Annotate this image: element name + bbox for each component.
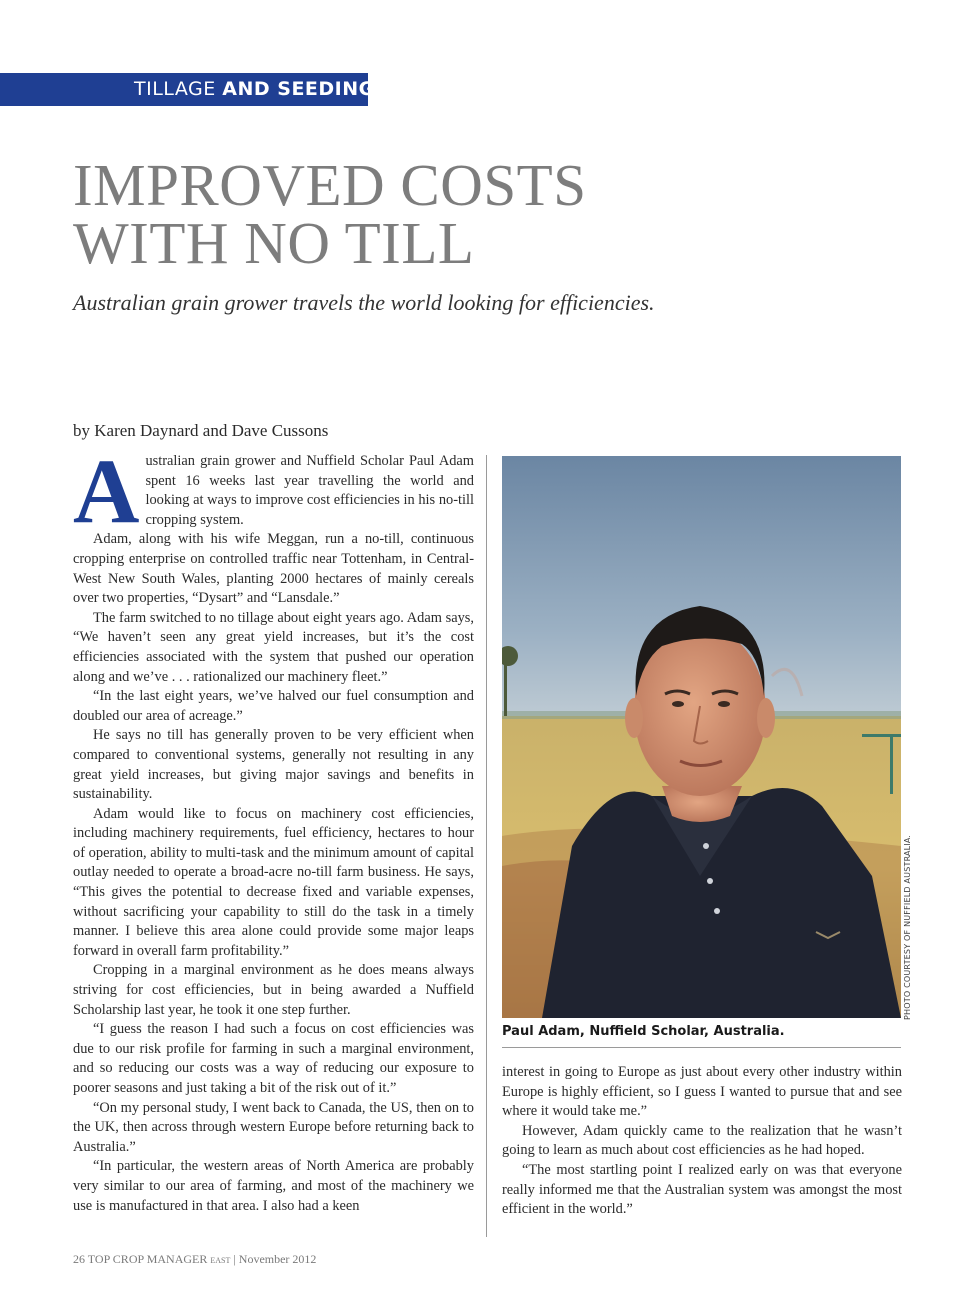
headline-line-1: IMPROVED COSTS: [73, 152, 587, 218]
paragraph: Adam would like to focus on machinery cost efficiencies, including machinery requirements, fuel efficiency, hectares to hour of operation, ability to multi-task and the minimum amount of capital outlay needed to operate a broad-acre no-till farm business. He says, “This gives the potential to decrease fixed and variable expenses, without sacrificing your capability to still do the task in a timely manner. I believe this area alone could provide some major leaps forward in overall farm profitability.”: [73, 805, 474, 959]
paragraph: “In particular, the western areas of North America are probably very similar to our area of farming, and most of the machinery we use is manufactured in that area. I also had a keen: [73, 1158, 474, 1214]
article-photo: [502, 456, 901, 1018]
section-label-light: TILLAGE: [134, 78, 216, 100]
paragraph: “On my personal study, I went back to Canada, the US, then on to the UK, then across through western Europe before returning back to Australia.”: [73, 1099, 474, 1155]
paragraph: “I guess the reason I had such a focus on cost efficiencies was due to our risk profile for farming in such a marginal environment, and so reducing our costs was a way of reducing our exposure to poorer seasons and just taking a bit of the risk out of it.”: [73, 1021, 474, 1096]
page-footer: [73, 1252, 316, 1267]
paragraph: Cropping in a marginal environment as he does means always striving for cost efficiencies, but in being awarded a Nuffield Scholarship last year, he took it one step further.: [73, 962, 474, 1018]
paragraph: “In the last eight years, we’ve halved our fuel consumption and doubled our area of acreage.”: [73, 688, 474, 724]
footer-separator: |: [233, 1252, 236, 1266]
paragraph: The farm switched to no tillage about eight years ago. Adam says, “We haven’t seen any great yield increases, but it’s the cost efficiencies associated with the system that pushed our operation along and we’ve . . . rationalized our machinery fleet.”: [73, 609, 474, 685]
left-column: [73, 440, 474, 1216]
headline-line-2: WITH NO TILL: [73, 210, 475, 276]
paragraph: He says no till has generally proven to be very efficient when compared to conventional systems, generally not resulting in any great yield increases, but giving major savings and benefits in sustainability.: [73, 727, 474, 803]
paragraph: interest in going to Europe as just about every other industry within Europe is highly efficient, so I guess I wanted to pursue that and see where it would take me.”: [502, 1064, 902, 1120]
magazine-edition: EAST: [210, 1256, 231, 1265]
paragraph: However, Adam quickly came to the realization that he wasn’t going to learn as much about cost efficiencies as he had hoped.: [502, 1122, 902, 1159]
section-header: [0, 73, 375, 106]
section-label-bold: AND SEEDING: [222, 78, 375, 100]
paragraph: Australian grain grower and Nuffield Scholar Paul Adam spent 16 weeks last year travelling the world and looking at ways to improve cost efficiencies in his no-till cropping system.: [73, 440, 474, 542]
issue-date: November 2012: [238, 1252, 317, 1266]
magazine-name: TOP CROP MANAGER: [87, 1252, 208, 1266]
caption-divider: [502, 1047, 901, 1048]
right-column: [502, 1063, 902, 1220]
page-number: 26: [73, 1252, 85, 1266]
paragraph: Adam, along with his wife Meggan, run a no-till, continuous cropping enterprise on controlled traffic near Tottenham, in Central-West New South Wales, planting 2000 hectares of mainly cereals over two properties, “Dysart” and “Lansdale.”: [73, 531, 474, 607]
photo-credit: PHOTO COURTESY OF NUFFIELD AUSTRALIA.: [903, 834, 912, 1020]
article-headline: [73, 152, 873, 276]
paragraph: “The most startling point I realized early on was that everyone really informed me that the Australian system was amongst the most efficient in the world.”: [502, 1161, 902, 1218]
photo-caption: Paul Adam, Nuffield Scholar, Australia.: [502, 1024, 785, 1039]
article-deck: Australian grain grower travels the world looking for efficiencies.: [73, 290, 655, 315]
drop-cap: A: [73, 440, 140, 542]
column-divider: [486, 455, 487, 1237]
byline: by Karen Daynard and Dave Cussons: [73, 421, 329, 440]
